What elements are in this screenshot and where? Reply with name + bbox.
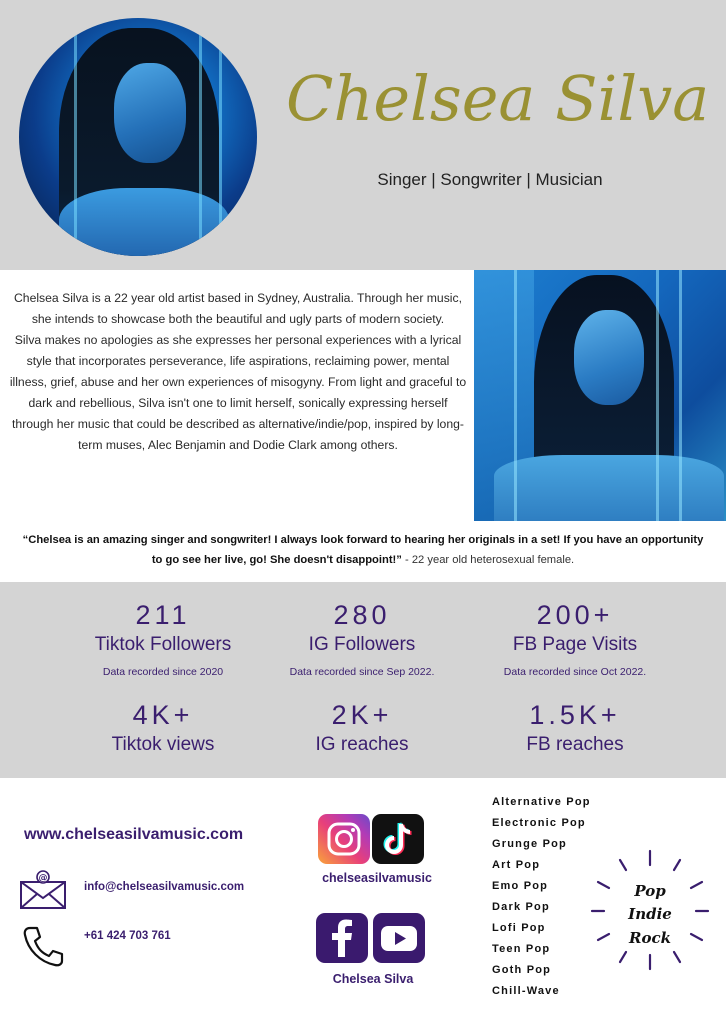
stat-note: Data recorded since Oct 2022. bbox=[503, 666, 647, 678]
instagram-button[interactable] bbox=[318, 814, 370, 864]
artist-name: Chelsea Silva bbox=[286, 62, 710, 135]
header-panel bbox=[0, 0, 726, 270]
genre-item: Chill-Wave bbox=[492, 985, 560, 997]
genre-item: Art Pop bbox=[492, 859, 541, 871]
testimonial-attribution: - 22 year old heterosexual female. bbox=[401, 554, 575, 566]
stat-value: 2K+ bbox=[331, 700, 393, 730]
stat-label: IG Followers bbox=[308, 634, 416, 655]
badge-pop: Pop bbox=[634, 882, 666, 900]
stat-tiktok-views bbox=[68, 700, 258, 756]
artist-name-logo bbox=[282, 40, 712, 150]
genre-item: Lofi Pop bbox=[492, 922, 546, 934]
tiktok-button[interactable] bbox=[372, 814, 424, 864]
genre-badge bbox=[590, 845, 710, 975]
stat-value: 4K+ bbox=[132, 700, 194, 730]
genre-item: Goth Pop bbox=[492, 964, 552, 976]
testimonial bbox=[20, 530, 706, 570]
genre-item: Alternative Pop bbox=[492, 796, 591, 808]
stat-value: 211 bbox=[135, 600, 191, 630]
stat-ig-reaches bbox=[262, 700, 462, 756]
instagram-icon bbox=[318, 814, 370, 864]
phone-icon bbox=[22, 924, 66, 968]
genre-list bbox=[492, 796, 591, 1006]
genre-item: Grunge Pop bbox=[492, 838, 567, 850]
stat-tiktok-followers bbox=[68, 600, 258, 678]
stat-label: IG reaches bbox=[315, 734, 409, 755]
genre-item: Electronic Pop bbox=[492, 817, 586, 829]
stat-label: FB Page Visits bbox=[512, 634, 638, 655]
youtube-button[interactable] bbox=[373, 913, 425, 963]
bio-text: Chelsea Silva is a 22 year old artist based in Sydney, Australia. Through her music, she intends to showcase both the beautiful and ugly parts of modern society. Silva makes no apologies as she expresses her personal experiences with a lyrical style that incorporates perseverance, life aspirations, reclaiming power, mental illness, grief, abuse and her own experiences of misogyny. From light and graceful to dark and rebellious, Silva isn't one to limit herself, sonically expressing herself through her music that could be described as alternative/indie/pop, inspired by long-term muses, Alec Benjamin and Dodie Clark among others. bbox=[9, 291, 467, 452]
stat-value: 200+ bbox=[536, 600, 614, 630]
portrait-photo bbox=[474, 270, 726, 521]
email-link[interactable]: info@chelseasilvamusic.com bbox=[84, 881, 245, 893]
svg-text:@: @ bbox=[38, 873, 48, 884]
testimonial-text: “Chelsea is an amazing singer and songwriter! I always look forward to hearing her originals in a set! If you have an opportunity to go see her live, go! She doesn't disappoint!” bbox=[22, 534, 704, 566]
youtube-icon bbox=[373, 913, 425, 963]
stat-value: 280 bbox=[333, 600, 391, 630]
email-icon bbox=[19, 870, 67, 910]
stats-panel bbox=[0, 582, 726, 778]
website-link[interactable]: www.chelseasilvamusic.com bbox=[24, 826, 244, 843]
facebook-icon bbox=[316, 913, 368, 963]
stat-note: Data recorded since 2020 bbox=[102, 666, 224, 678]
stat-label: Tiktok Followers bbox=[94, 634, 232, 655]
stat-label: FB reaches bbox=[526, 734, 624, 755]
social-handle-facebook-youtube[interactable]: Chelsea Silva bbox=[332, 972, 414, 986]
facebook-button[interactable] bbox=[316, 913, 368, 963]
tiktok-icon bbox=[372, 814, 424, 864]
genre-item: Emo Pop bbox=[492, 880, 549, 892]
stat-label: Tiktok views bbox=[111, 734, 215, 755]
stat-ig-followers bbox=[262, 600, 462, 678]
stat-fb-reaches bbox=[480, 700, 670, 756]
stat-fb-visits bbox=[480, 600, 670, 678]
tagline: Singer | Songwriter | Musician bbox=[377, 170, 603, 189]
stat-note: Data recorded since Sep 2022. bbox=[289, 666, 435, 678]
phone-link[interactable]: +61 424 703 761 bbox=[84, 930, 171, 942]
stat-value: 1.5K+ bbox=[529, 700, 621, 730]
badge-rock: Rock bbox=[629, 929, 671, 947]
badge-indie: Indie bbox=[628, 905, 672, 923]
social-handle-instagram-tiktok[interactable]: chelseasilvamusic bbox=[322, 871, 432, 885]
profile-photo bbox=[19, 18, 257, 256]
genre-item: Teen Pop bbox=[492, 943, 551, 955]
genre-item: Dark Pop bbox=[492, 901, 550, 913]
